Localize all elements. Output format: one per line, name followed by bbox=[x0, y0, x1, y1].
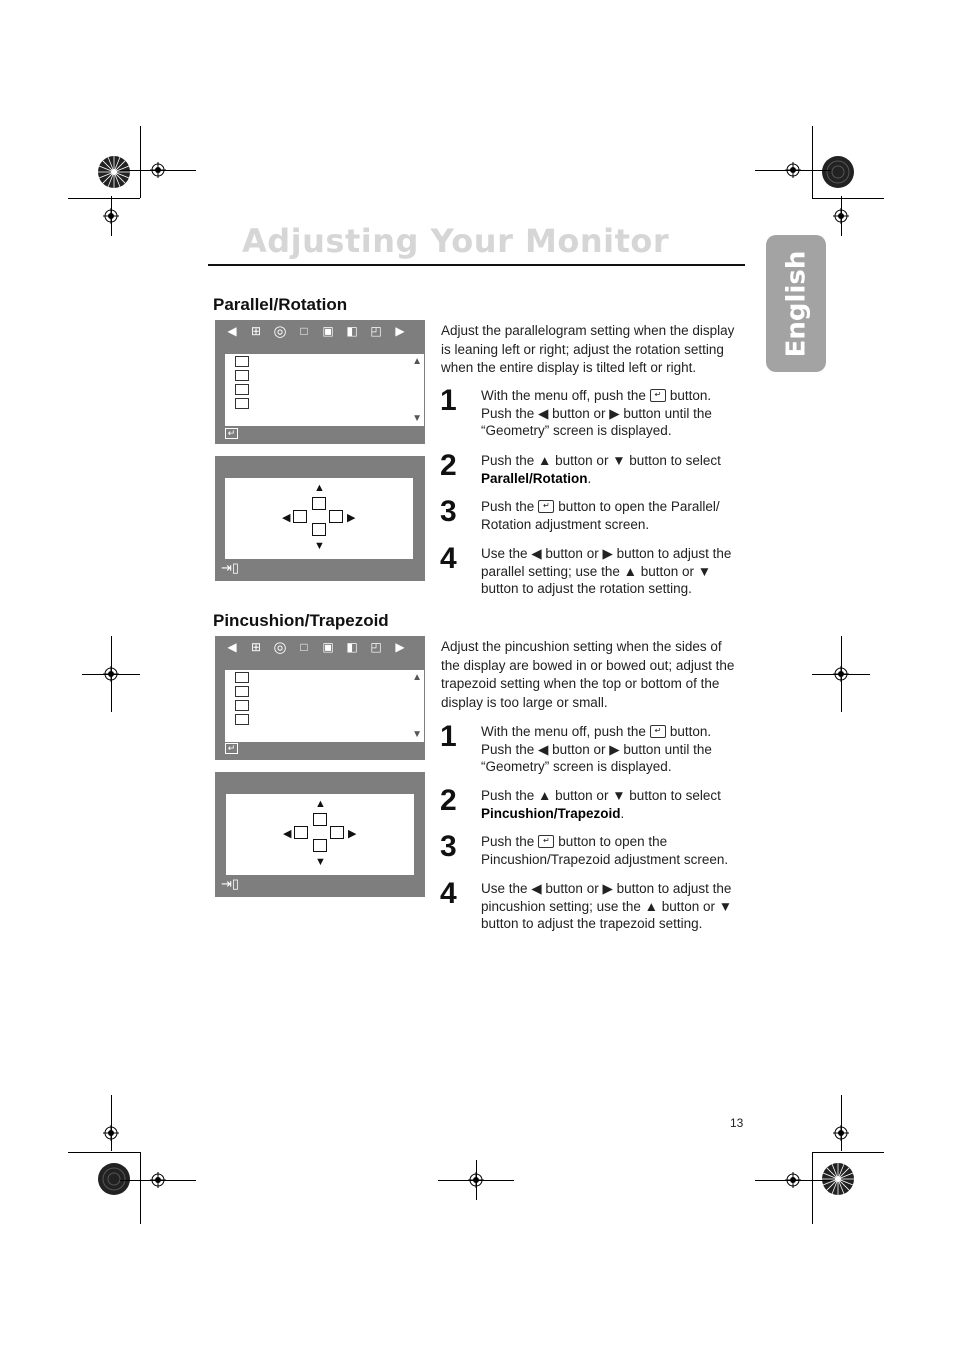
step-text: Use the ◀ button or ▶ button to adjust the pincushion setting; use the ▲ button or ▼ button to adjust the trapezoid setting. bbox=[481, 881, 733, 931]
pincushion-out-icon bbox=[330, 826, 344, 839]
advanced-icon: ◧ bbox=[346, 324, 358, 338]
left-arrow-icon: ◀ bbox=[227, 324, 237, 338]
enter-button-icon: ↵ bbox=[650, 725, 666, 738]
osd-menu-bar bbox=[220, 323, 412, 339]
moire-item-icon bbox=[235, 398, 249, 409]
page-number: 13 bbox=[730, 1116, 744, 1130]
section-intro: Adjust the pincushion setting when the sides of the display are bowed in or bowed out; adjust the trapezoid setting when the top or bottom of the display is too large or small. bbox=[441, 639, 735, 710]
up-arrow-icon: ▲ bbox=[314, 482, 325, 494]
trapezoid-icon bbox=[313, 813, 327, 826]
step-text-part: button to open the Parallel/ Rotation adjustment screen. bbox=[481, 499, 720, 532]
osd-adjust-panel bbox=[226, 794, 414, 875]
step-number: 4 bbox=[440, 877, 457, 910]
enter-icon: ↵ bbox=[225, 743, 238, 754]
advanced-icon: ◧ bbox=[346, 640, 358, 654]
enter-icon: ↵ bbox=[225, 428, 238, 439]
step-text-part: Push the ▲ button or ▼ button to select bbox=[481, 788, 721, 803]
step-number: 1 bbox=[440, 720, 457, 753]
step-text bbox=[481, 723, 743, 776]
section-heading-parallel-rotation: Parallel/Rotation bbox=[213, 295, 348, 314]
pincushion-in-icon bbox=[294, 826, 308, 839]
title-rule bbox=[208, 264, 745, 266]
parallel-left-icon bbox=[293, 510, 307, 523]
step-text-part: With the menu off, push the bbox=[481, 724, 646, 739]
step-text-part: button. Push the ◀ button or ▶ button until the “Geometry” screen is displayed. bbox=[481, 388, 712, 438]
section-heading-pincushion-trapezoid: Pincushion/Trapezoid bbox=[213, 611, 389, 630]
step-number: 4 bbox=[440, 542, 457, 575]
scroll-down-icon: ▼ bbox=[412, 729, 422, 740]
moire-item-icon bbox=[235, 714, 249, 725]
step-text bbox=[481, 498, 743, 533]
pincushion-trapezoid-item-icon bbox=[235, 686, 249, 697]
scroll-up-icon: ▲ bbox=[412, 672, 422, 683]
size-icon: □ bbox=[300, 640, 308, 654]
pinbalance-item-icon bbox=[235, 384, 249, 395]
step-text-bold: Pincushion/Trapezoid bbox=[481, 805, 621, 821]
position-icon: ⊞ bbox=[250, 324, 262, 338]
step-text bbox=[481, 387, 743, 440]
parallel-right-icon bbox=[329, 510, 343, 523]
color-icon: ▣ bbox=[322, 324, 334, 338]
step-number: 3 bbox=[440, 830, 457, 863]
step-text: Use the ◀ button or ▶ button to adjust the parallel setting; use the ▲ button or ▼ button to adjust the rotation setting. bbox=[481, 546, 732, 596]
starburst-icon bbox=[821, 155, 855, 189]
position-icon: ⊞ bbox=[250, 640, 262, 654]
language-tab-label: English bbox=[781, 250, 812, 357]
right-arrow-icon: ▶ bbox=[395, 640, 405, 654]
up-arrow-icon: ▲ bbox=[315, 798, 326, 810]
parallel-rotation-item-icon bbox=[235, 672, 249, 683]
down-arrow-icon: ▼ bbox=[314, 540, 325, 552]
exit-icon: ⇥▯ bbox=[221, 560, 240, 575]
step-text-part: Push the bbox=[481, 834, 535, 849]
osd-adjust-panel bbox=[225, 478, 413, 559]
pinbalance-item-icon bbox=[235, 700, 249, 711]
step-number: 3 bbox=[440, 495, 457, 528]
section-intro: Adjust the parallelogram setting when the display is leaning left or right; adjust the rotation setting when the entire display is tilted left or right. bbox=[441, 323, 735, 375]
step-number: 2 bbox=[440, 784, 457, 817]
step-text-part: button to open the Pincushion/Trapezoid adjustment screen. bbox=[481, 834, 729, 867]
starburst-icon bbox=[97, 155, 131, 189]
step-text bbox=[481, 787, 743, 822]
osd-menu-list bbox=[225, 670, 424, 742]
left-arrow-icon: ◀ bbox=[282, 512, 291, 524]
right-arrow-icon: ▶ bbox=[348, 828, 357, 840]
pip-icon: ◰ bbox=[370, 324, 382, 338]
down-arrow-icon: ▼ bbox=[315, 856, 326, 868]
exit-icon: ⇥▯ bbox=[221, 876, 240, 891]
step-text-part: Push the bbox=[481, 499, 535, 514]
step-text-part: . bbox=[620, 805, 625, 821]
step-text bbox=[481, 833, 743, 868]
page-title: Adjusting Your Monitor bbox=[242, 222, 670, 260]
pincushion-trapezoid-item-icon bbox=[235, 370, 249, 381]
rotation-alt-icon bbox=[312, 523, 326, 536]
starburst-icon bbox=[821, 1162, 855, 1196]
trapezoid-alt-icon bbox=[313, 839, 327, 852]
osd-pincushion-trapezoid-adjust bbox=[215, 772, 425, 897]
rotation-icon bbox=[312, 497, 326, 510]
step-text bbox=[481, 452, 743, 487]
enter-button-icon: ↵ bbox=[538, 835, 554, 848]
enter-button-icon: ↵ bbox=[650, 389, 666, 402]
left-arrow-icon: ◀ bbox=[283, 828, 292, 840]
starburst-icon bbox=[97, 1162, 131, 1196]
size-icon: □ bbox=[300, 324, 308, 338]
geometry-icon: ◎ bbox=[273, 323, 287, 340]
osd-parallel-rotation-adjust bbox=[215, 456, 425, 581]
scroll-up-icon: ▲ bbox=[412, 356, 422, 367]
right-arrow-icon: ▶ bbox=[347, 512, 356, 524]
language-tab-label-wrap bbox=[766, 235, 826, 372]
parallel-rotation-item-icon bbox=[235, 356, 249, 367]
step-text-part: Push the ▲ button or ▼ button to select bbox=[481, 453, 721, 468]
osd-geometry-menu bbox=[215, 320, 425, 444]
right-arrow-icon: ▶ bbox=[395, 324, 405, 338]
enter-button-icon: ↵ bbox=[538, 500, 554, 513]
geometry-icon: ◎ bbox=[273, 639, 287, 656]
osd-geometry-menu bbox=[215, 636, 425, 760]
color-icon: ▣ bbox=[322, 640, 334, 654]
step-text-part: button. Push the ◀ button or ▶ button until the “Geometry” screen is displayed. bbox=[481, 724, 712, 774]
left-arrow-icon: ◀ bbox=[227, 640, 237, 654]
osd-menu-bar bbox=[220, 639, 412, 655]
scroll-down-icon: ▼ bbox=[412, 413, 422, 424]
pip-icon: ◰ bbox=[370, 640, 382, 654]
osd-menu-list bbox=[225, 354, 424, 426]
step-number: 1 bbox=[440, 384, 457, 417]
step-text-part: . bbox=[587, 470, 592, 486]
step-text-bold: Parallel/Rotation bbox=[481, 470, 588, 486]
step-text-part: With the menu off, push the bbox=[481, 388, 646, 403]
step-number: 2 bbox=[440, 449, 457, 482]
